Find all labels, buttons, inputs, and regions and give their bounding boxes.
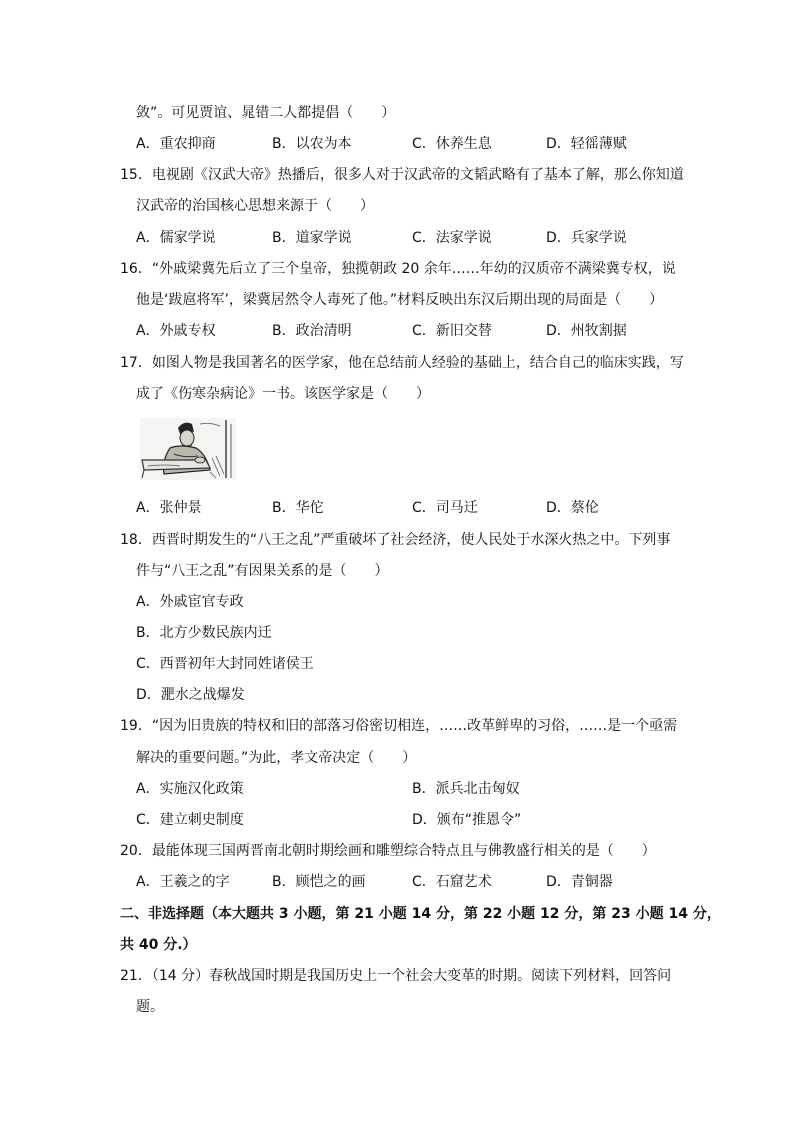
q14-stem-cont: 敛”。可见贾谊、晁错二人都提倡（ ）: [136, 105, 396, 121]
q19-option-b: B．派兵北击匈奴: [412, 781, 520, 797]
q15-option-a: A．儒家学说: [136, 230, 216, 246]
q14-option-c: C．休养生息: [412, 136, 492, 152]
q18-option-b: B．北方少数民族内迁: [136, 625, 272, 641]
q18-option-a: A．外戚宦官专政: [136, 594, 244, 610]
section2-heading-line1: 二、非选择题（本大题共 3 小题，第 21 小题 14 分，第 22 小题 12 分，第 23 小题 14 分，: [120, 906, 721, 922]
q14-option-d: D．轻徭薄赋: [546, 136, 627, 152]
q19-stem-line1: 19．“因为旧贵族的特权和旧的部落习俗密切相连，……改革鲜卑的习俗，……是一个亟需: [120, 718, 678, 734]
q19-option-c: C．建立刺史制度: [136, 812, 244, 828]
q20-option-a: A．王羲之的字: [136, 874, 230, 890]
q14-option-b: B．以农为本: [272, 136, 352, 152]
physician-portrait-image: [140, 418, 236, 480]
q15-stem-line1: 15．电视剧《汉武大帝》热播后，很多人对于汉武帝的文韬武略有了基本了解，那么你知道: [120, 167, 684, 183]
q16-option-c: C．新旧交替: [412, 323, 492, 339]
q16-option-b: B．政治清明: [272, 323, 352, 339]
q18-option-d: D．淝水之战爆发: [136, 687, 245, 703]
q21-stem-line1: 21．（14 分）春秋战国时期是我国历史上一个社会大变革的时期。阅读下列材料，回答问: [120, 968, 672, 984]
q15-option-b: B．道家学说: [272, 230, 352, 246]
q18-stem-line2: 件与“八王之乱”有因果关系的是（ ）: [136, 563, 389, 579]
q16-stem-line2: 他是‘跋扈将军’，梁冀居然令人毒死了他。”材料反映出东汉后期出现的局面是（ ）: [136, 292, 664, 308]
q15-stem-line2: 汉武帝的治国核心思想来源于（ ）: [136, 198, 374, 214]
section2-heading-line2: 共 40 分.）: [120, 937, 197, 953]
q17-option-b: B．华佗: [272, 500, 324, 516]
q17-stem-line1: 17．如图人物是我国著名的医学家，他在总结前人经验的基础上，结合自己的临床实践，写: [120, 355, 684, 371]
q16-option-a: A．外戚专权: [136, 323, 216, 339]
q20-option-d: D．青铜器: [546, 874, 613, 890]
q16-stem-line1: 16．“外戚梁冀先后立了三个皇帝，独揽朝政 20 余年……年幼的汉质帝不满梁冀专权，说: [120, 261, 676, 277]
q19-option-d: D．颁布“推恩令”: [412, 812, 522, 828]
q19-stem-line2: 解决的重要问题。”为此，孝文帝决定（ ）: [136, 750, 417, 766]
q20-option-c: C．石窟艺术: [412, 874, 492, 890]
q20-stem-line1: 20．最能体现三国两晋南北朝时期绘画和雕塑综合特点且与佛教盛行相关的是（ ）: [120, 843, 656, 859]
q20-option-b: B．顾恺之的画: [272, 874, 366, 890]
q14-option-a: A．重农抑商: [136, 136, 216, 152]
q17-option-d: D．蔡伦: [546, 500, 599, 516]
q15-option-c: C．法家学说: [412, 230, 492, 246]
q18-stem-line1: 18．西晋时期发生的“八王之乱”严重破坏了社会经济，使人民处于水深火热之中。下列事: [120, 532, 671, 548]
q19-option-a: A．实施汉化政策: [136, 781, 244, 797]
q21-stem-line2: 题。: [136, 999, 164, 1015]
q16-option-d: D．州牧割据: [546, 323, 627, 339]
q18-option-c: C．西晋初年大封同姓诸侯王: [136, 656, 314, 672]
q17-option-c: C．司马迁: [412, 500, 478, 516]
q15-option-d: D．兵家学说: [546, 230, 627, 246]
q17-stem-line2: 成了《伤寒杂病论》一书。该医学家是（ ）: [136, 386, 430, 402]
q17-option-a: A．张仲景: [136, 500, 202, 516]
